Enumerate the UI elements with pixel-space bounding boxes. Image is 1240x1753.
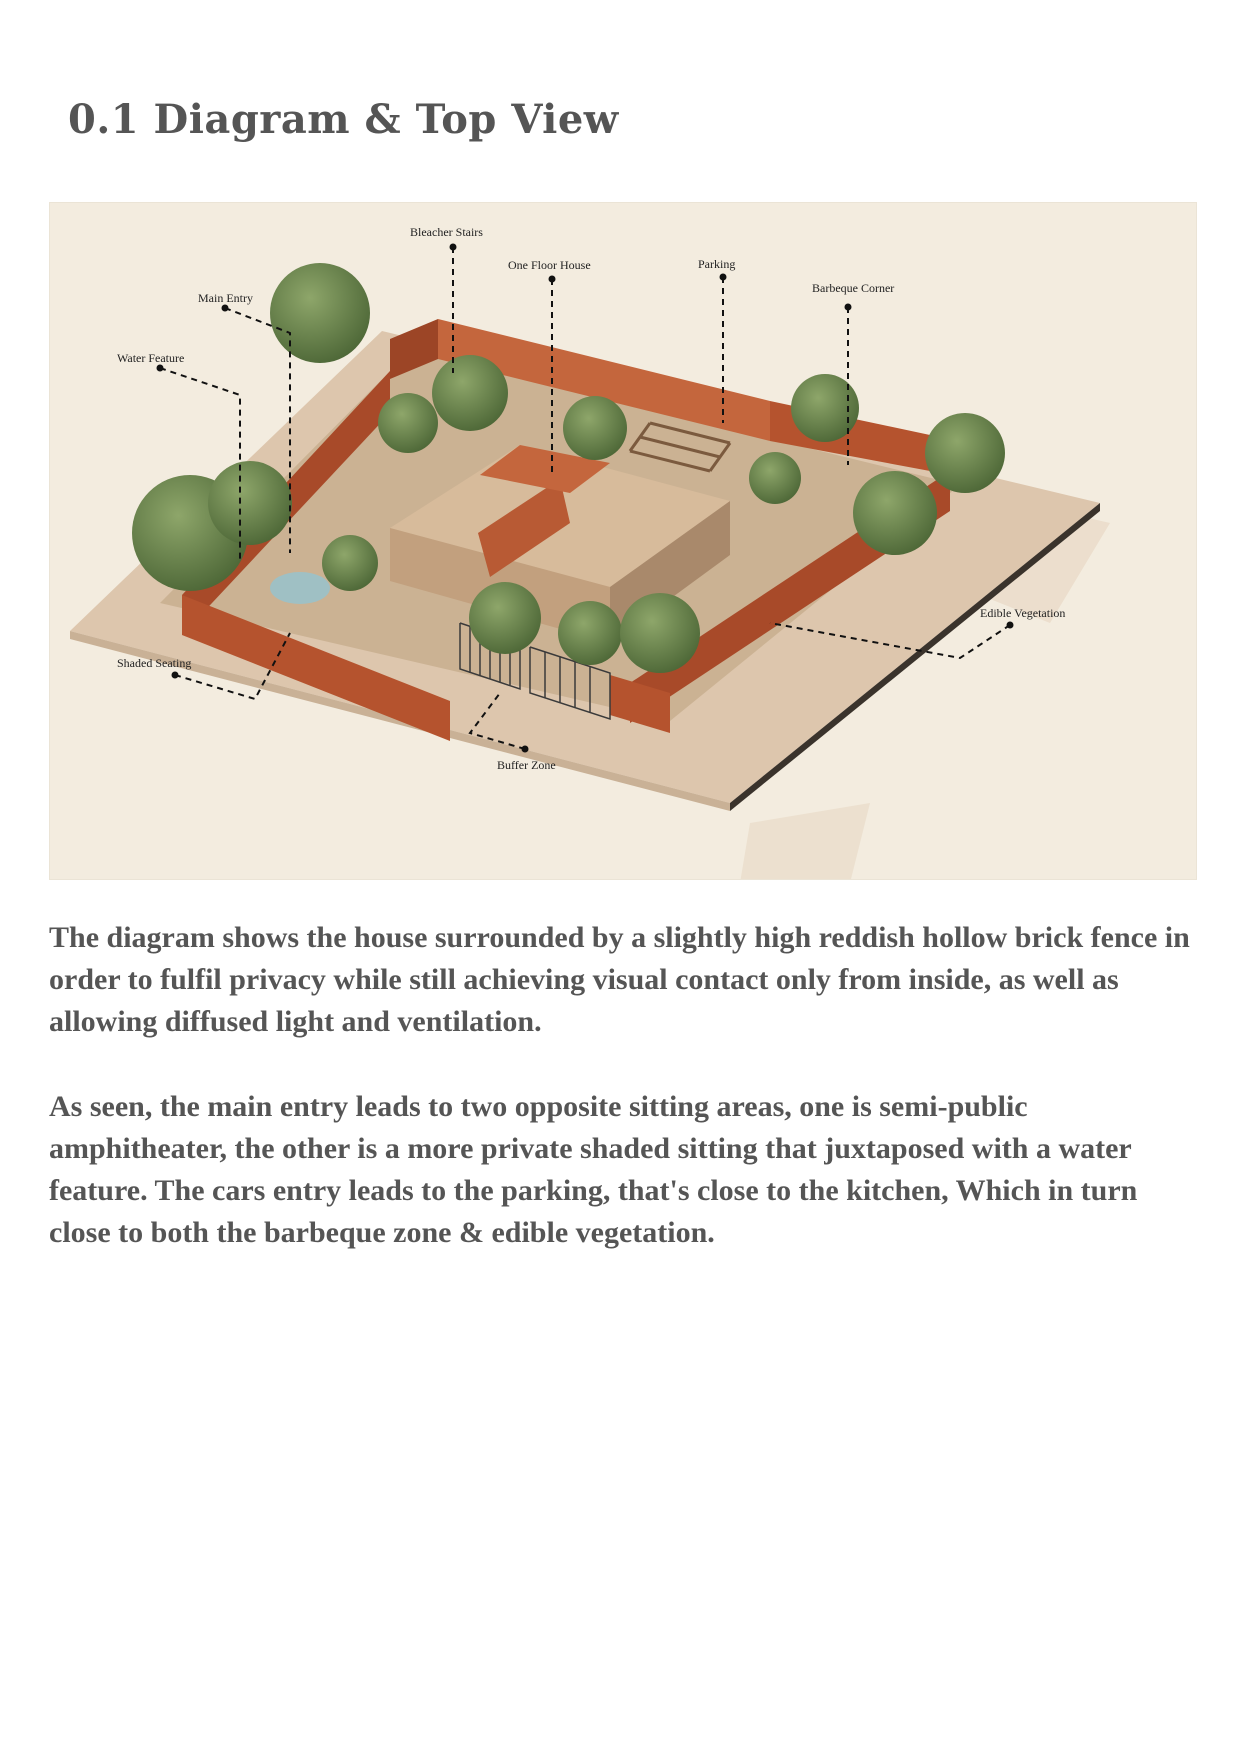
label-shaded-seating: Shaded Seating [117, 656, 192, 670]
label-main-entry: Main Entry [198, 291, 253, 305]
label-edible-vegetation: Edible Vegetation [980, 606, 1066, 620]
label-water-feature: Water Feature [117, 351, 185, 365]
label-parking: Parking [698, 257, 736, 271]
water-pool [270, 572, 330, 604]
axonometric-illustration [50, 203, 1196, 879]
label-barbeque-corner: Barbeque Corner [812, 281, 895, 295]
label-one-floor-house: One Floor House [508, 258, 591, 272]
description-paragraph-2: As seen, the main entry leads to two opposite sitting areas, one is semi-public amphitheater, the other is a more private shaded sitting that juxtaposed with a water feature. The cars entry leads to the parking, that's close to the kitchen, Which in turn close to both the barbeque zone & edible vegetation. [49, 1090, 1138, 1249]
site-diagram [49, 202, 1197, 880]
page-title: 0.1 Diagram & Top View [68, 96, 619, 143]
label-buffer-zone: Buffer Zone [497, 758, 556, 772]
label-bleacher-stairs: Bleacher Stairs [410, 225, 483, 239]
description-paragraph-1: The diagram shows the house surrounded by a slightly high reddish hollow brick fence in order to fulfil privacy while still achieving visual contact only from inside, as well as allowing diffused light and ventilation. [49, 921, 1190, 1038]
